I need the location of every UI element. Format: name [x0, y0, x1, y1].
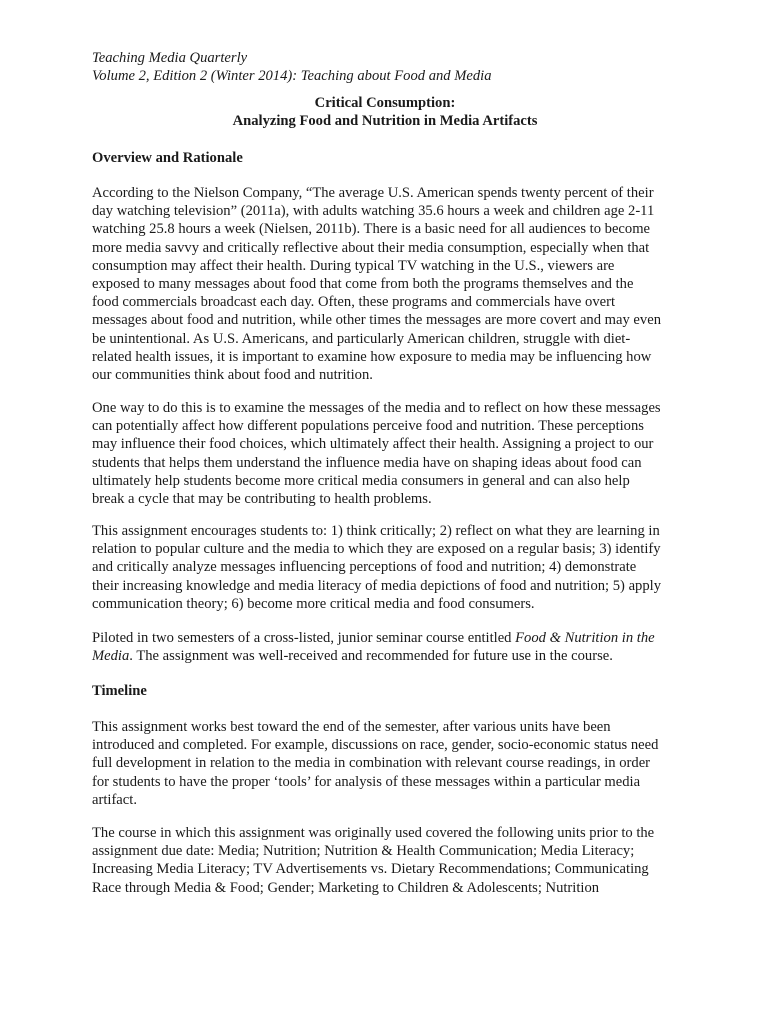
course-title-italic: Media	[92, 648, 130, 665]
text-line: According to the Nielson Company, “The average U.S. American spends twenty percent of their	[92, 185, 654, 201]
text-line: break a cycle that may be contributing to health problems.	[92, 491, 432, 508]
text-line: Race through Media & Food; Gender; Marketing to Children & Adolescents; Nutrition	[92, 879, 600, 896]
journal-header	[92, 49, 492, 85]
text-line: students that helps them understand the influence media have on shaping ideas about food can	[92, 454, 642, 471]
paragraph-overview-3	[92, 522, 692, 613]
text-line: This assignment encourages students to: 1) think critically; 2) reflect on what they are learning in	[92, 523, 660, 539]
text-line: The course in which this assignment was originally used covered the following units prior to the	[92, 825, 655, 841]
text-line: communication theory; 6) become more critical media and food consumers.	[92, 595, 535, 612]
text-line: assignment due date: Media; Nutrition; Nutrition & Health Communication; Media Literacy;	[92, 843, 635, 860]
text-line: their increasing knowledge and media literacy of media depictions of food and nutrition; 5) apply	[92, 577, 661, 594]
text-line: food commercials broadcast each day. Often, these programs and commercials have overt	[92, 294, 616, 311]
text-line: related health issues, it is important to examine how exposure to media may be influencing how	[92, 348, 652, 365]
section-heading-timeline: Timeline	[92, 683, 147, 699]
text-line: One way to do this is to examine the messages of the media and to reflect on how these messages	[92, 400, 661, 416]
text-line: This assignment works best toward the end of the semester, after various units have been	[92, 719, 611, 735]
text-line: and critically analyze messages influencing perceptions of food and nutrition; 4) demonstrate	[92, 559, 637, 576]
text-line: can potentially affect how different populations perceive food and nutrition. These perceptions	[92, 418, 644, 435]
paragraph-overview-4	[92, 629, 692, 665]
text-line: may influence their food choices, which ultimately affect their health. Assigning a project to our	[92, 436, 654, 453]
text-line: relation to popular culture and the media to which they are exposed on a regular basis; 3) identify	[92, 541, 661, 558]
paragraph-overview-2	[92, 399, 692, 508]
paragraph-overview-1	[92, 184, 692, 384]
text-line: watching 25.8 hours a week (Nielsen, 2011b). There is a basic need for all audiences to become	[92, 221, 651, 238]
title-line-1: Critical Consumption:	[314, 95, 456, 111]
paragraph-timeline-1	[92, 718, 692, 809]
text-line	[92, 647, 692, 665]
text-line: messages about food and nutrition, while other times the messages are more covert and may even	[92, 312, 661, 329]
journal-name: Teaching Media Quarterly	[92, 50, 248, 66]
text-line: be unintentional. As U.S. Americans, and particularly American children, struggle with diet-	[92, 330, 631, 347]
text-run: Piloted in two semesters of a cross-listed, junior seminar course entitled	[92, 630, 516, 646]
text-line: day watching television” (2011a), with adults watching 35.6 hours a week and children age 2-11	[92, 203, 655, 220]
text-line: artifact.	[92, 791, 137, 808]
text-line: our communities think about food and nutrition.	[92, 367, 373, 384]
text-line: more media savvy and critically reflective about their media consumption, especially when that	[92, 239, 650, 256]
text-line: introduced and completed. For example, discussions on race, gender, socio-economic status need	[92, 737, 659, 754]
text-line: Increasing Media Literacy; TV Advertisements vs. Dietary Recommendations; Communicating	[92, 861, 649, 878]
journal-volume: Volume 2, Edition 2 (Winter 2014): Teaching about Food and Media	[92, 68, 492, 85]
title-line-2: Analyzing Food and Nutrition in Media Artifacts	[232, 113, 538, 130]
document-title	[0, 94, 770, 130]
text-line: consumption may affect their health. During typical TV watching in the U.S., viewers are	[92, 257, 615, 274]
text-line: exposed to many messages about food that come from both the programs themselves and the	[92, 276, 634, 293]
section-heading-overview: Overview and Rationale	[92, 150, 243, 166]
text-line: ultimately help students become more critical media consumers in general and can also help	[92, 472, 630, 489]
course-title-italic: Food & Nutrition in the	[515, 630, 655, 646]
text-line	[92, 629, 692, 647]
text-run: . The assignment was well-received and recommended for future use in the course.	[129, 648, 613, 665]
text-line: full development in relation to the media in combination with relevant course readings, in order	[92, 755, 651, 772]
paragraph-timeline-2	[92, 824, 692, 897]
text-line: for students to have the proper ‘tools’ for analysis of these messages within a particular media	[92, 773, 641, 790]
